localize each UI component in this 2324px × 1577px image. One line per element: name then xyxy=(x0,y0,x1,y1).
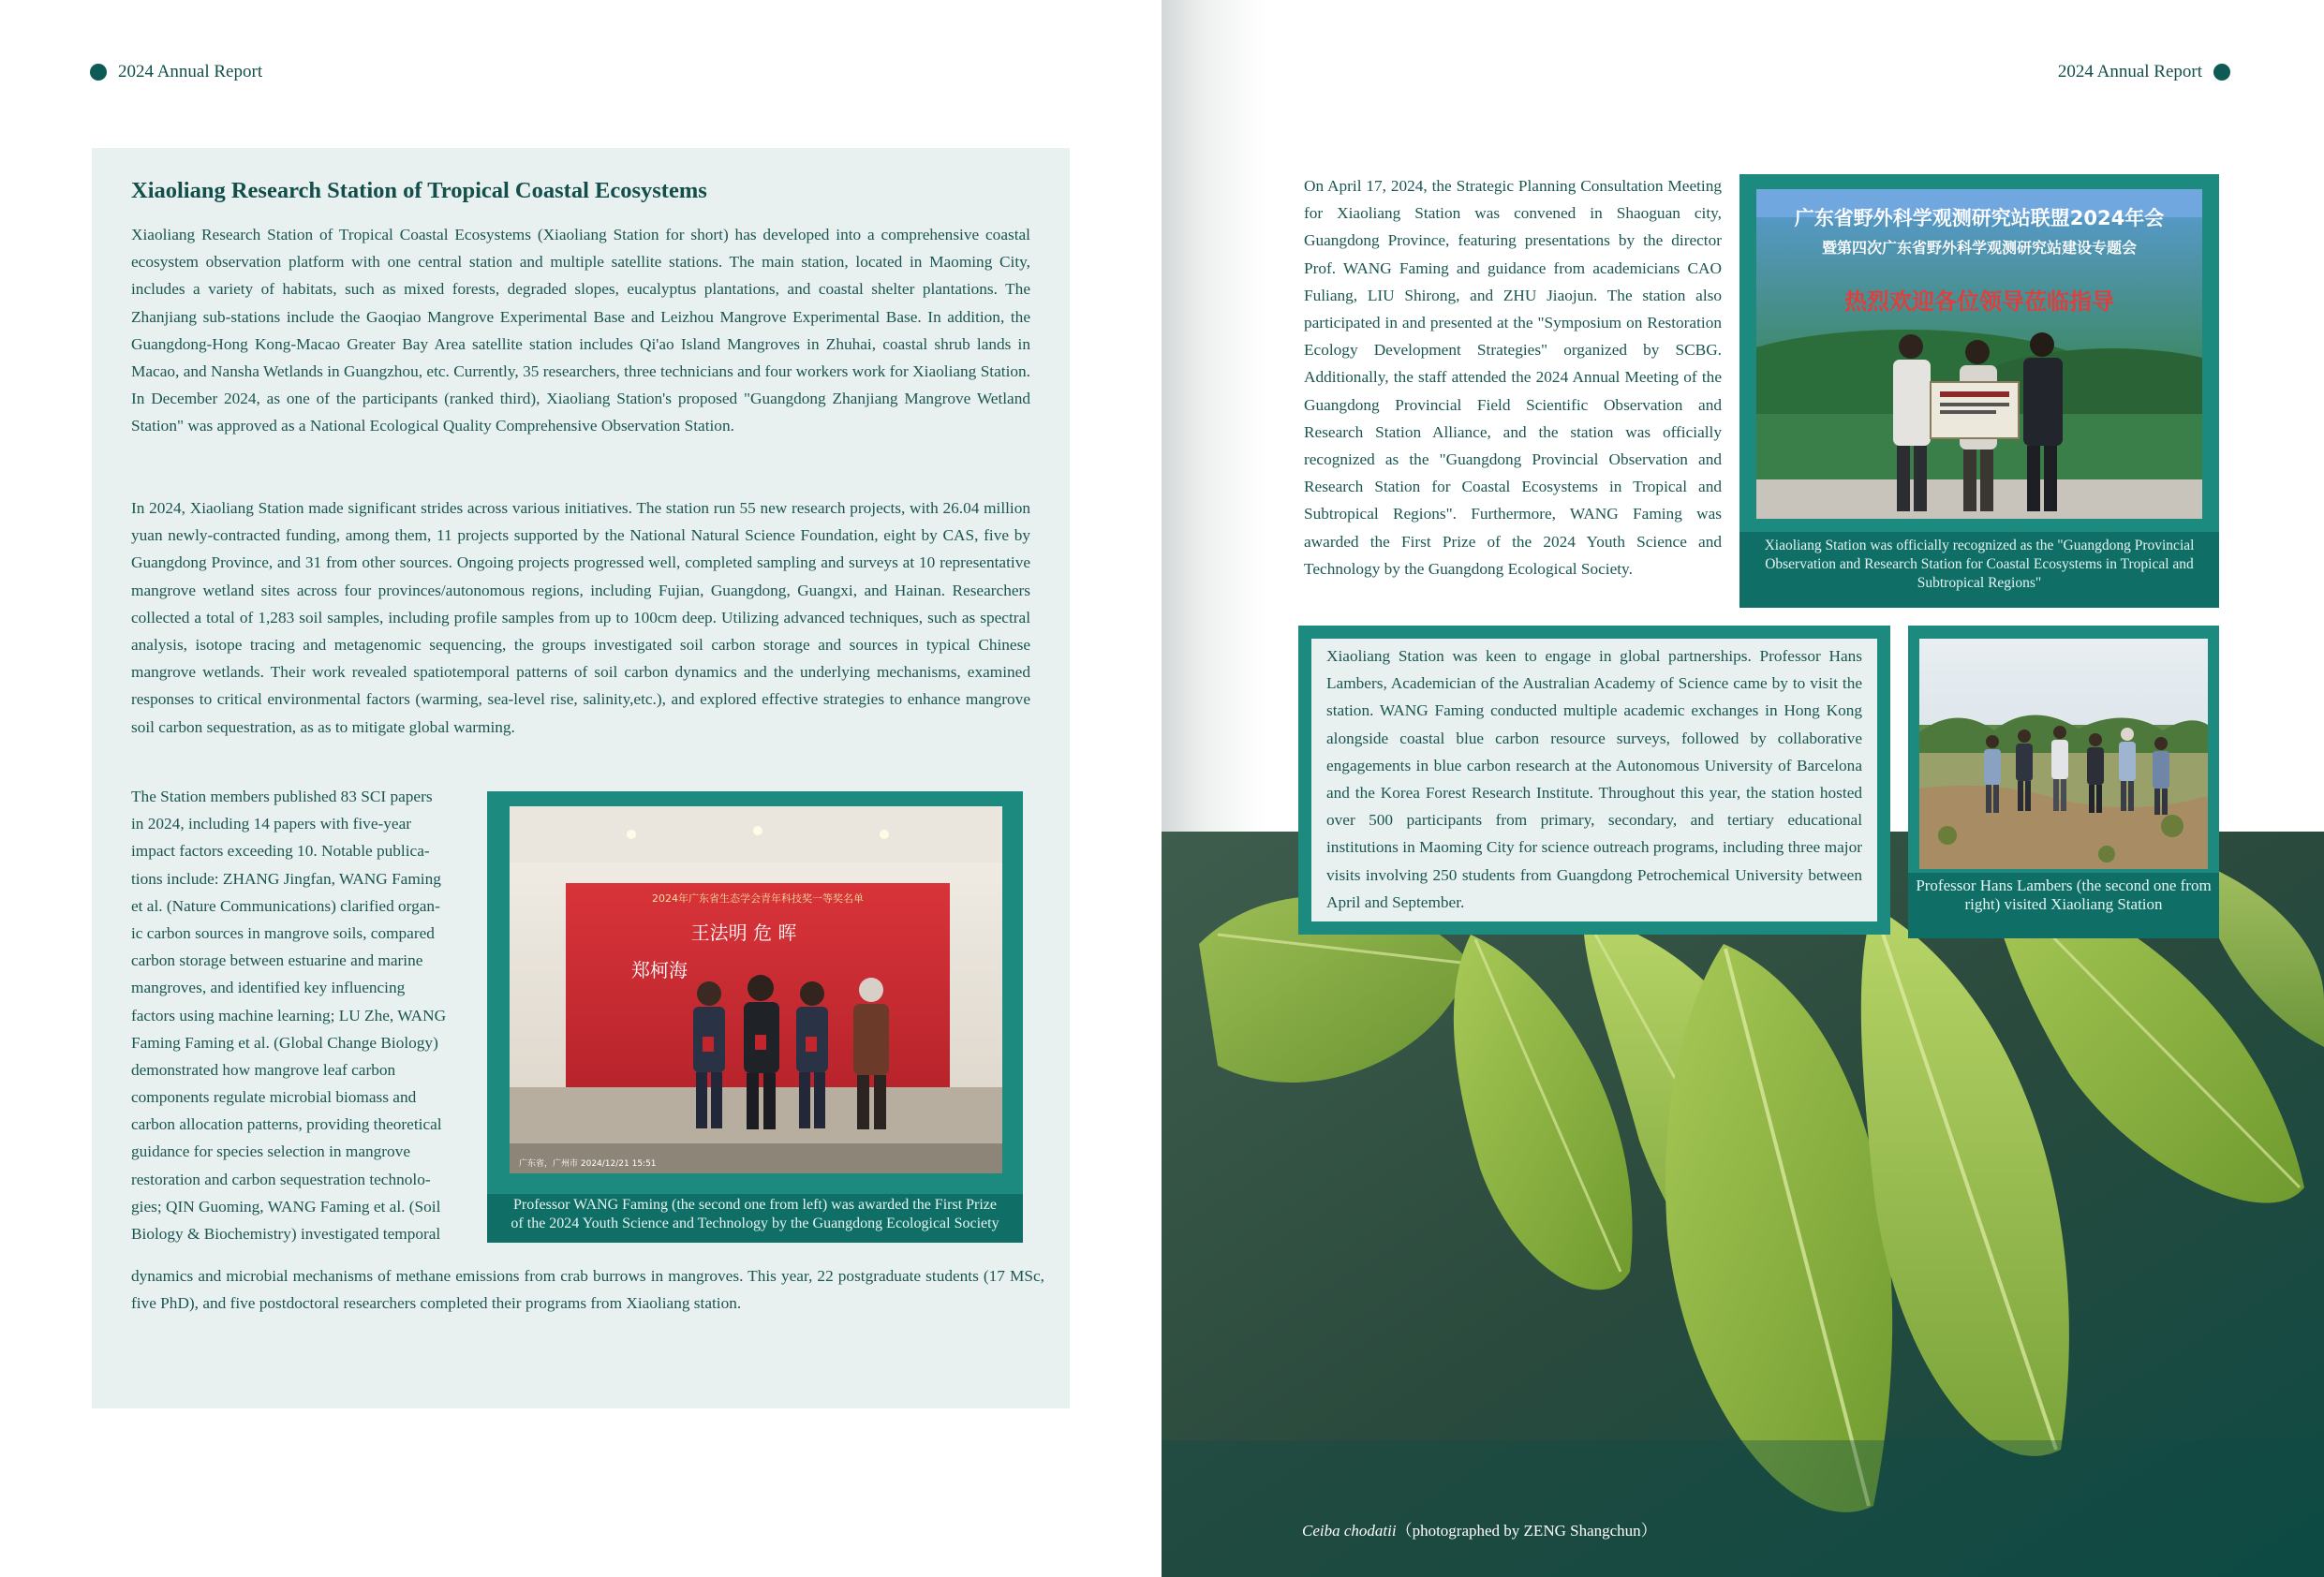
header-right xyxy=(2058,62,2230,82)
header-dot-icon xyxy=(90,64,107,81)
text-line: ic carbon sources in mangrove soils, compared xyxy=(131,923,435,942)
header-dot-icon xyxy=(2213,64,2230,81)
field-visit-photo-caption: Professor Hans Lambers (the second one from right) visited Xiaoliang Station xyxy=(1908,873,2219,938)
paragraph-partnerships: Xiaoliang Station was keen to engage in global partnerships. Professor Hans Lambers, Academician of the Australian Academy of Science came by to visit the station. WANG Faming conducted multiple academic exchanges in Hong Kong alongside coastal blue carbon resource surveys, followed by collaborative engagements in blue carbon research at the Autonomous University of Barcelona and the Korea Forest Research Institute. Throughout this year, the station hosted over 500 participants from primary, secondary, and tertiary educational institutions in Maoming City for science outreach programs, including three major visits involving 250 students from Guangdong Petrochemical University between April and September. xyxy=(1326,647,1862,911)
text-line: factors using machine learning; LU Zhe, WANG xyxy=(131,1006,447,1024)
header-left xyxy=(90,62,262,82)
text-line: The Station members published 83 SCI papers xyxy=(131,788,433,805)
paragraph-overview: Xiaoliang Research Station of Tropical Coastal Ecosystems (Xiaoliang Station for short) has developed into a comprehensive coastal ecosystem observation platform with one central station and multiple satellite stations. The main station, located in Maoming City, includes a variety of habitats, such as mixed forests, degraded slopes, eucalyptus plantations, and coastal shelter plantations. The Zhanjiang sub-stations include the Gaoqiao Mangrove Experimental Base and Leizhou Mangrove Experimental Base. In addition, the Guangdong-Hong Kong-Macao Greater Bay Area satellite station includes Qi'ao Island Mangroves in Zhuhai, coastal shrub lands in Macao, and Nansha Wetlands in Guangzhou, etc. Currently, 35 researchers, three technicians and four workers work for Xiaoliang Station. In December 2024, as one of the participants (ranked third), Xiaoliang Station's proposed "Guangdong Zhanjiang Mangrove Wetland Station" was approved as a National Ecological Quality Comprehensive Observation Station. xyxy=(131,226,1030,435)
paragraph-projects: In 2024, Xiaoliang Station made significant strides across various initiatives. The station run 55 new research projects, with 26.04 million yuan newly-contracted funding, among them, 11 projects supported by the National Natural Science Foundation, eight by CAS, five by Guangdong Province, and 31 from other sources. Ongoing projects progressed well, completed sampling and surveys at 10 representative mangrove wetland sites across four provinces/autonomous regions, including Fujian, Guangdong, Guangxi, and Hainan. Researchers collected a total of 1,283 soil samples, including profile samples from up to 100cm deep. Utilizing advanced techniques, such as spectral analysis, isotope tracing and metagenomic sequencing, the groups investigated soil carbon storage and sources in typical Chinese mangrove wetlands. Their work revealed spatiotemporal patterns of soil carbon dynamics and the underlying mechanisms, examined responses to critical environmental factors (warming, sea-level rise, salinity,etc.), and explored effective strategies to enhance mangrove soil carbon sequestration, as as to mitigate global warming. xyxy=(131,499,1030,736)
award-photo-caption xyxy=(487,1194,1023,1243)
text-line: carbon storage between estuarine and marine xyxy=(131,951,423,970)
field-visit-photo xyxy=(1919,639,2208,869)
text-line: Biology & Biochemistry) investigated temporal xyxy=(131,1225,441,1243)
text-line: carbon allocation patterns, providing theoretical xyxy=(131,1115,442,1134)
photographer-credit: （photographed by ZENG Shangchun） xyxy=(1396,1522,1657,1540)
leaf-background-photo xyxy=(1162,832,2324,1577)
photo-timestamp: 广东省，广州市 2024/12/21 15:51 xyxy=(519,1159,657,1169)
text-line: restoration and carbon sequestration technolo- xyxy=(131,1170,431,1188)
banner-text: 暨第四次广东省野外科学观测研究站建设专题会 xyxy=(1821,239,2138,257)
text-line: demonstrated how mangrove leaf carbon xyxy=(131,1060,396,1079)
paragraph-publications xyxy=(131,783,470,1247)
award-ceremony-photo xyxy=(510,806,1002,1173)
text-line: in 2024, including 14 papers with five-year xyxy=(131,815,411,833)
text-line: gies; QIN Guoming, WANG Faming et al. (Soil xyxy=(131,1197,441,1216)
header-label: 2024 Annual Report xyxy=(2057,62,2202,81)
paragraph-graduates: dynamics and microbial mechanisms of methane emissions from crab burrows in mangroves. This year, 22 postgraduate students (17 MSc, five PhD), and five postdoctoral researchers completed their programs from Xiaoliang station. xyxy=(131,1267,1044,1313)
header-label: 2024 Annual Report xyxy=(118,62,263,81)
banner-text: 广东省野外科学观测研究站联盟2024年会 xyxy=(1794,207,2165,229)
text-line: et al. (Nature Communications) clarified organ- xyxy=(131,896,440,915)
recognition-photo-caption: Xiaoliang Station was officially recognized as the "Guangdong Provincial Observation and Research Station for Coastal Ecosystems in Tropical and Subtropical Regions" xyxy=(1739,532,2219,608)
field-visit-photo-frame xyxy=(1908,626,2219,935)
section-title: Xiaoliang Research Station of Tropical Coastal Ecosystems xyxy=(131,178,707,203)
recognition-ceremony-photo xyxy=(1756,189,2202,519)
text-line: Faming Faming et al. (Global Change Biology) xyxy=(131,1033,438,1052)
text-line: components regulate microbial biomass and xyxy=(131,1088,417,1107)
species-name: Ceiba chodatii xyxy=(1302,1522,1397,1540)
banner-text: 王法明 危 晖 xyxy=(690,921,797,944)
banner-text: 热烈欢迎各位领导莅临指导 xyxy=(1844,288,2114,315)
text-line: mangroves, and identified key influencing xyxy=(131,979,406,997)
recognition-photo-frame xyxy=(1739,174,2219,603)
banner-text: 郑柯海 xyxy=(631,959,688,981)
caption-line: Professor WANG Faming (the second one from left) was awarded the First Prize xyxy=(512,1197,998,1213)
banner-text: 2024年广东省生态学会青年科技奖一等奖名单 xyxy=(652,892,864,905)
caption-line: of the 2024 Youth Science and Technology by the Guangdong Ecological Society xyxy=(511,1216,999,1231)
text-line: guidance for species selection in mangrove xyxy=(131,1142,410,1161)
photo-credit xyxy=(1302,1517,1657,1540)
text-line: impact factors exceeding 10. Notable publica- xyxy=(131,842,430,861)
text-line: tions include: ZHANG Jingfan, WANG Faming xyxy=(131,869,441,888)
award-photo-frame xyxy=(487,791,1023,1241)
paragraph-planning-meeting: On April 17, 2024, the Strategic Planning Consultation Meeting for Xiaoliang Station was convened in Shaoguan city, Guangdong Province, featuring presentations by the director Prof. WANG Faming and guidance from academicians CAO Fuliang, LIU Shirong, and ZHU Jiaojun. The station also participated in and presented at the "Symposium on Restoration Ecology Development Strategies" organized by SCBG. Additionally, the staff attended the 2024 Annual Meeting of the Guangdong Provincial Field Scientific Observation and Research Station Alliance, and the station was officially recognized as the "Guangdong Provincial Observation and Research Station for Coastal Ecosystems in Tropical and Subtropical Regions". Furthermore, WANG Faming was awarded the First Prize of the 2024 Youth Science and Technology by the Guangdong Ecological Society. xyxy=(1304,177,1722,578)
